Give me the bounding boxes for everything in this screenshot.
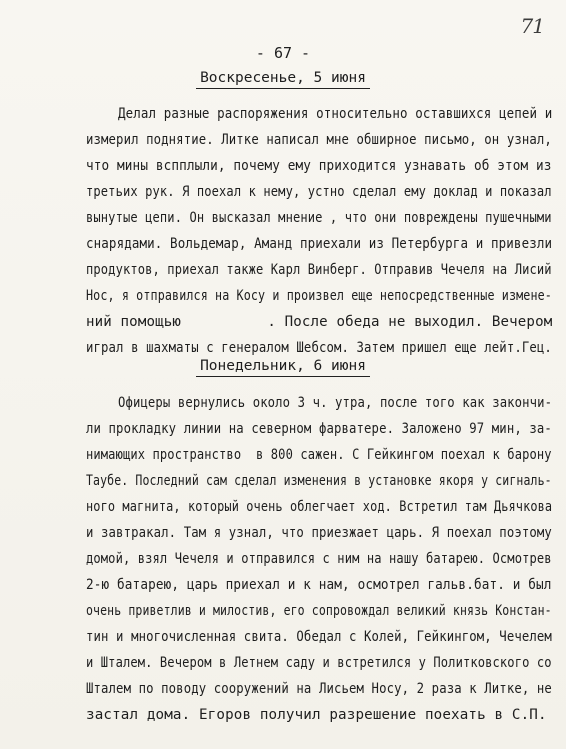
text-line: Офицеры вернулись около 3 ч. утра, после того как закончи-: [118, 395, 553, 411]
text-line: что мины вспплыли, почему ему приходится узнавать об этом из: [86, 158, 552, 174]
page-number: - 67 -: [255, 44, 311, 62]
text-line: застал дома. Егоров получил разрешение поехать в С.П.: [86, 707, 547, 723]
text-line: играл в шахматы с генералом Шебсом. Затем пришел еще лейт.Гец.: [86, 340, 552, 356]
text-line: домой, взял Чечеля и отправился с ним на нашу батарею. Осмотрев: [86, 551, 552, 567]
text-line: Нос, я отправился на Косу и произвел еще непосредственные измене-: [86, 288, 552, 304]
text-line: ного магнита, который очень облегчает ход. Встретил там Дьячкова: [86, 499, 553, 515]
text-line: Шталем по поводу сооружений на Лисьем Носу, 2 раза к Литке, не: [86, 681, 552, 697]
text-line: Делал разные распоряжения относительно оставшихся цепей и: [118, 106, 553, 122]
text-line: продуктов, приехал также Карл Винберг. Отправив Чечеля на Лисий: [86, 262, 552, 278]
text-line: Таубе. Последний сам сделал изменения в установке якоря у сигналь-: [86, 473, 552, 489]
folio-number: 71: [520, 14, 544, 38]
text-line: 2-ю батарею, царь приехал и к нам, осмотрел гальв.бат. и был: [86, 577, 552, 593]
text-line: ний помощью . После обеда не выходил. Вечером: [86, 314, 553, 330]
text-line: ли прокладку линии на северном фарватере. Заложено 97 мин, за-: [86, 421, 552, 437]
text-line: измерил поднятие. Литке написал мне обширное письмо, он узнал,: [86, 132, 552, 148]
section-heading: Понедельник, 6 июня: [0, 358, 566, 377]
text-line: третьих рук. Я поехал к нему, устно сделал ему доклад и показал: [86, 184, 552, 200]
text-line: и завтракал. Там я узнал, что приезжает царь. Я поехал поэтому: [86, 525, 552, 541]
text-line: тин и многочисленная свита. Обедал с Колей, Гейкингом, Чечелем: [86, 629, 552, 645]
text-line: снарядами. Вольдемар, Аманд приехали из Петербурга и привезли: [86, 236, 553, 252]
text-line: нимающих пространство в 800 сажен. С Гейкингом поехал к барону: [86, 447, 552, 463]
text-line: и Шталем. Вечером в Летнем саду и встретился у Политковского со: [86, 655, 552, 671]
section-heading: Воскресенье, 5 июня: [0, 70, 566, 89]
text-line: вынутые цепи. Он высказал мнение , что они повреждены пушечными: [86, 210, 552, 226]
text-line: очень приветлив и милостив, его сопровождал великий князь Констан-: [86, 603, 552, 619]
